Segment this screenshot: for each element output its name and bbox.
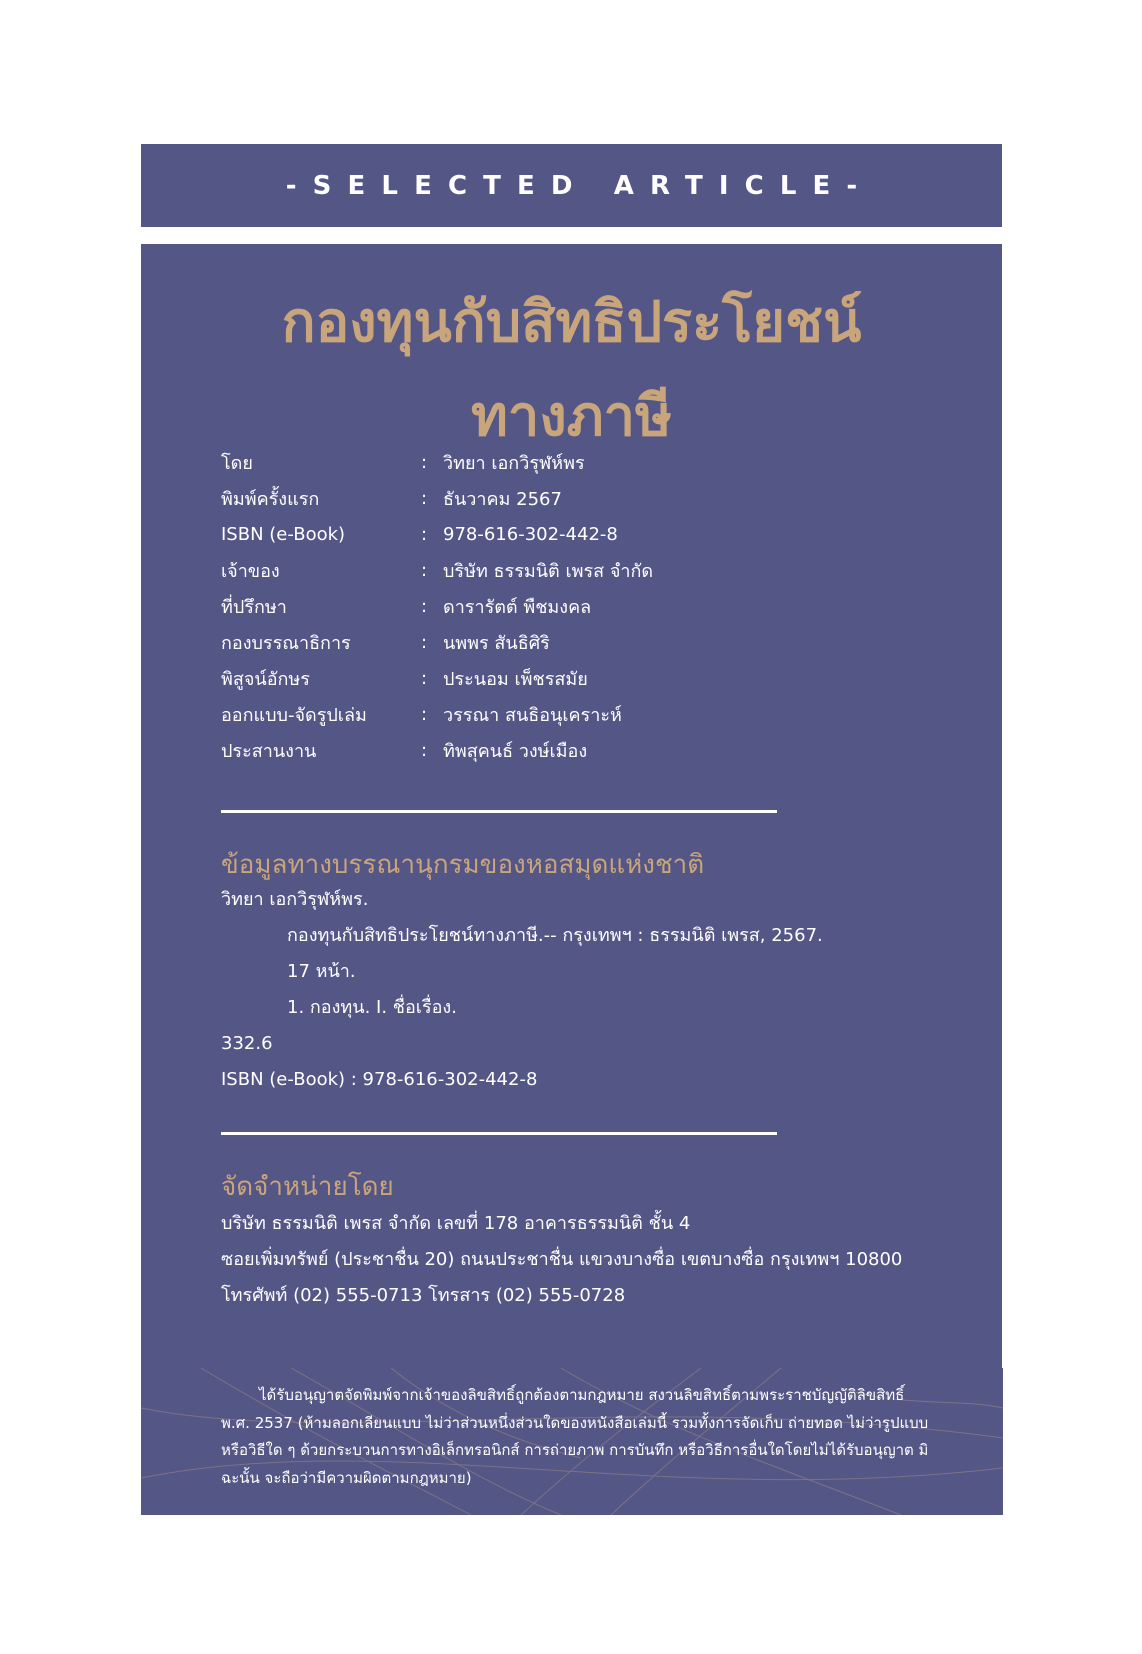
info-row-proofreader [221, 660, 941, 696]
info-value: บริษัท ธรรมนิติ เพรส จำกัด [443, 560, 654, 582]
cataloging-heading: ข้อมูลทางบรรณานุกรมของหอสมุดแห่งชาติ [221, 850, 705, 880]
distribution-line: โทรศัพท์ (02) 555-0713 โทรสาร (02) 555-0728 [221, 1285, 626, 1306]
info-separator: : [421, 559, 428, 581]
info-row-editorial [221, 624, 941, 660]
distribution-line: บริษัท ธรรมนิติ เพรส จำกัด เลขที่ 178 อาคารธรรมนิติ ชั้น 4 [221, 1213, 691, 1234]
distribution-block [221, 1206, 981, 1314]
page-title [141, 276, 1002, 464]
info-value: 978-616-302-442-8 [443, 523, 618, 545]
info-separator: : [421, 703, 428, 725]
info-label: ออกแบบ-จัดรูปเล่ม [221, 704, 367, 726]
info-value: ธันวาคม 2567 [443, 488, 562, 510]
info-row-owner [221, 552, 941, 588]
cataloging-pages: 17 หน้า. [287, 961, 356, 982]
main-panel [141, 244, 1002, 1368]
info-label: ที่ปรึกษา [221, 596, 287, 618]
info-label: พิมพ์ครั้งแรก [221, 488, 320, 510]
info-separator: : [421, 667, 428, 689]
info-row-first-printing [221, 480, 941, 516]
info-separator: : [421, 631, 428, 653]
info-value: วรรณา สนธิอนุเคราะห์ [443, 704, 622, 726]
info-label: เจ้าของ [221, 560, 280, 582]
info-row-design [221, 696, 941, 732]
distribution-line: ซอยเพิ่มทรัพย์ (ประชาชื่น 20) ถนนประชาชื่น แขวงบางซื่อ เขตบางซื่อ กรุงเทพฯ 10800 [221, 1249, 903, 1270]
title-line-1: กองทุนกับสิทธิประโยชน์ [281, 290, 862, 355]
info-separator: : [421, 451, 428, 473]
publication-info-list [221, 444, 941, 768]
info-label: โดย [221, 452, 253, 474]
info-row-author [221, 444, 941, 480]
cataloging-isbn: ISBN (e-Book) : 978-616-302-442-8 [221, 1069, 538, 1090]
info-row-isbn [221, 516, 941, 552]
copyright-footer [141, 1368, 1003, 1515]
header-band [141, 144, 1002, 227]
info-value: ประนอม เพ็ชรสมัย [443, 668, 588, 690]
info-label: ISBN (e-Book) [221, 523, 346, 545]
info-row-advisor [221, 588, 941, 624]
info-separator: : [421, 523, 428, 545]
info-label: พิสูจน์อักษร [221, 668, 310, 690]
header-label: -SELECTED ARTICLE- [285, 170, 874, 201]
cataloging-author: วิทยา เอกวิรุฬห์พร. [221, 889, 369, 910]
info-label: ประสานงาน [221, 740, 317, 762]
cataloging-classification: 332.6 [221, 1033, 273, 1054]
info-value: นพพร สันธิศิริ [443, 632, 550, 654]
info-separator: : [421, 487, 428, 509]
divider [221, 810, 777, 813]
info-row-coordinator [221, 732, 941, 768]
title-line-2: ทางภาษี [471, 384, 672, 449]
copyright-notice: ได้รับอนุญาตจัดพิมพ์จากเจ้าของลิขสิทธิ์ถูกต้องตามกฎหมาย สงวนลิขสิทธิ์ตามพระราชบัญญัติลิขสิทธิ์ พ.ศ. 2537 (ห้ามลอกเลียนแบบ ไม่ว่าส่วนหนึ่งส่วนใดของหนังสือเล่มนี้ รวมทั้งการจัดเก็บ ถ่ายทอด ไม่ว่ารูปแบบหรือวิธีใด ๆ ด้วยกระบวนการทางอิเล็กทรอนิกส์ การถ่ายภาพ การบันทึก หรือวิธีการอื่นใดโดยไม่ได้รับอนุญาต มิฉะนั้น จะถือว่ามีความผิดตามกฎหมาย) [221, 1386, 929, 1487]
distribution-heading: จัดจำหน่ายโดย [221, 1172, 394, 1202]
cataloging-block [221, 882, 981, 1098]
info-value: วิทยา เอกวิรุฬห์พร [443, 452, 585, 474]
cataloging-title: กองทุนกับสิทธิประโยชน์ทางภาษี.-- กรุงเทพฯ : ธรรมนิติ เพรส, 2567. [287, 925, 823, 946]
info-separator: : [421, 595, 428, 617]
info-label: กองบรรณาธิการ [221, 632, 351, 654]
info-separator: : [421, 739, 428, 761]
divider [221, 1132, 777, 1135]
cataloging-subject: 1. กองทุน. I. ชื่อเรื่อง. [287, 997, 457, 1018]
info-value: ดารารัตต์ พืชมงคล [443, 596, 592, 618]
info-value: ทิพสุคนธ์ วงษ์เมือง [443, 740, 588, 762]
